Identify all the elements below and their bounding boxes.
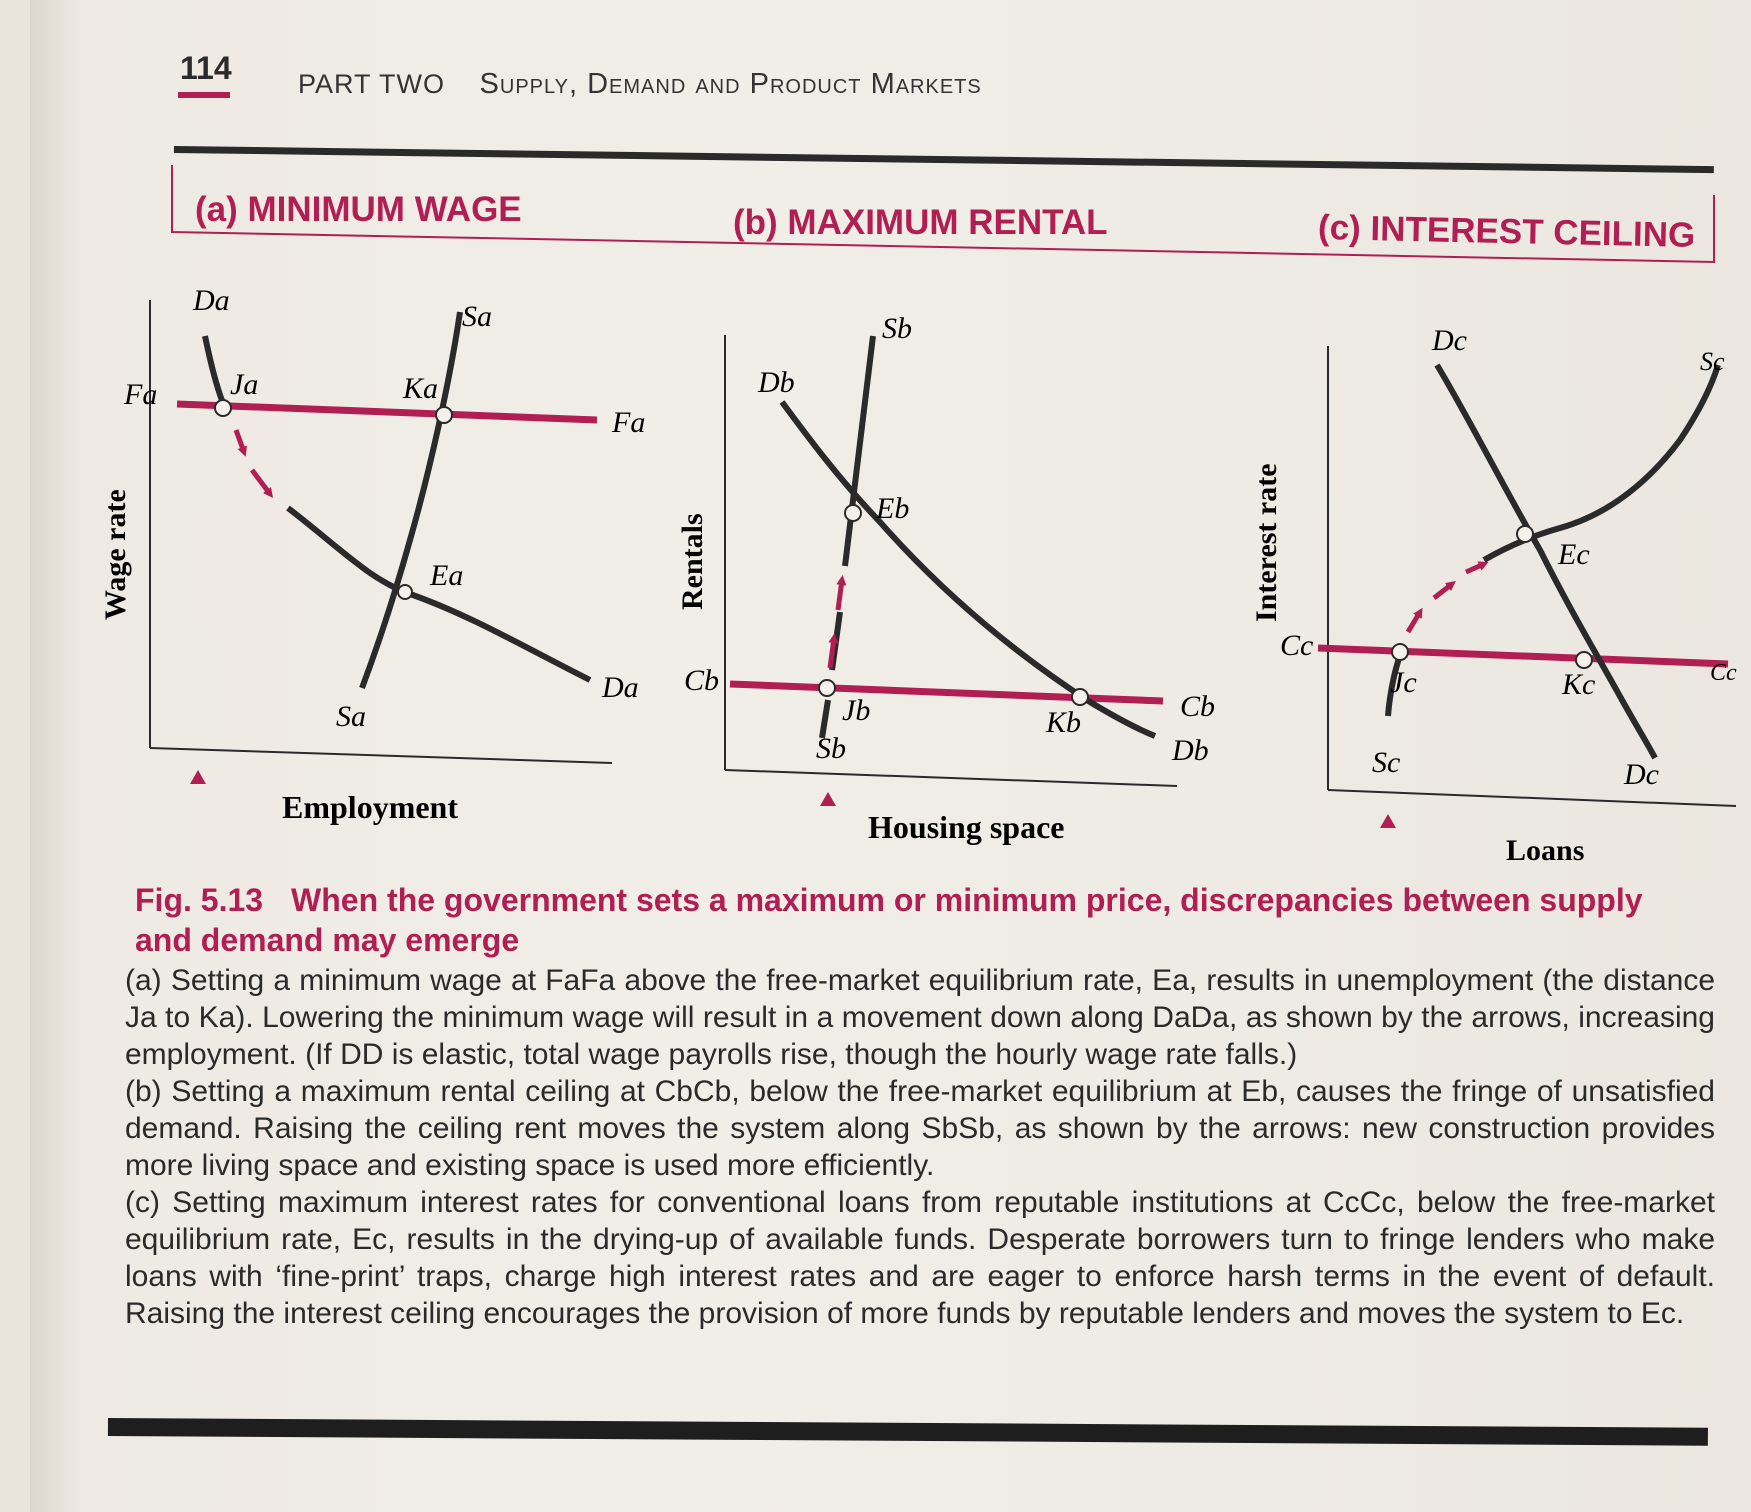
panel-a-arrow-1 [236, 430, 244, 452]
panel-b-point-k [1072, 689, 1088, 705]
panel-a [99, 284, 645, 825]
figure-caption-body [125, 962, 1715, 1332]
panel-c-x-axis [1328, 790, 1736, 806]
panel-c-label-d-top: Dc [1432, 324, 1467, 357]
panel-a-label-d-bottom: Da [602, 671, 639, 704]
panel-c-arrow-2 [1434, 584, 1452, 598]
panel-b-x-axis-label: Housing space [868, 809, 1065, 845]
panel-a-label-d-top: Da [193, 284, 230, 317]
panel-a-min-wage-line [177, 404, 597, 420]
panel-a-x-axis [150, 748, 612, 763]
panel-b-label-d-bottom: Db [1172, 734, 1209, 767]
panel-a-marker-triangle [190, 770, 206, 784]
panel-c-label-c-left: Cc [1280, 629, 1314, 662]
panel-a-label-f-left: Fa [124, 378, 158, 411]
panel-b-label-d-top: Db [758, 366, 795, 399]
panel-b-point-j [819, 680, 835, 696]
panel-c-title: (c) INTEREST CEILING [1317, 208, 1696, 255]
panel-a-point-j [215, 400, 231, 416]
panel-b-label-s-top: Sb [882, 312, 912, 345]
caption-paragraph-b: (b) Setting a maximum rental ceiling at CbCb, below the free-market equilibrium at Eb, causes the fringe of unsatisfied demand. Raising the ceiling rent moves the system along SbSb, as shown by the arrows: new construction provides more living space and existing space is used more efficiently. [125, 1075, 1715, 1182]
panel-b-label-c-right: Cb [1180, 690, 1216, 723]
panel-a-title: (a) MINIMUM WAGE [195, 190, 522, 229]
panel-c-demand-curve [1437, 365, 1655, 758]
panel-c-point-e [1517, 526, 1533, 542]
panel-c-arrow-3 [1466, 564, 1484, 572]
caption-paragraph-c: (c) Setting maximum interest rates for conventional loans from reputable institutions at CcCc, below the free-market equilibrium rate, Ec, results in the drying-up of available funds. Desperate borrowers turn to fringe lenders who make loans with ‘fine-print’ traps, charge high interest rates and are eager to enforce harsh terms in the event of default. Raising the interest ceiling encourages the provision of more funds by reputable lenders and moves the system to Ec. [125, 1186, 1715, 1330]
panel-a-demand-curve-lower [288, 508, 590, 680]
panel-b-point-e [845, 505, 861, 521]
caption-paragraph-a: (a) Setting a minimum wage at FaFa above the free-market equilibrium rate, Ea, results in unemployment (the distance Ja to Ka). Lowering the minimum wage will result in a movement down along DaDa, as shown by the arrows, increasing employment. (If DD is elastic, total wage payrolls rise, though the hourly wage rate falls.) [125, 964, 1715, 1071]
panel-c-label-k: Kc [1562, 668, 1596, 701]
panel-c-label-s-bottom: Sc [1372, 746, 1401, 779]
panel-a-arrow-2 [252, 470, 270, 494]
panel-b-label-s-bottom: Sb [816, 732, 846, 765]
page-number: 114 [180, 50, 232, 86]
running-head-part: PART TWO [298, 69, 446, 99]
panel-b-label-e: Eb [876, 492, 910, 525]
panel-b-arrow-2 [838, 580, 842, 610]
panel-b-x-axis [725, 770, 1177, 786]
panel-b-marker-triangle [820, 792, 836, 806]
panel-c-label-d-bottom: Dc [1624, 758, 1659, 791]
panel-a-label-k: Ka [403, 372, 439, 405]
panel-b-supply-curve-upper [845, 336, 873, 566]
panel-c-point-k [1576, 652, 1592, 668]
figure-caption-title [135, 880, 1675, 960]
panel-b-label-j: Jb [842, 694, 871, 727]
panel-c-point-j [1392, 644, 1408, 660]
panel-c-marker-triangle [1380, 814, 1396, 828]
panel-a-label-e: Ea [430, 559, 464, 592]
panel-b [676, 312, 1215, 845]
panel-a-label-f-right: Fa [612, 406, 646, 439]
panel-c-label-c-right: Cc [1710, 660, 1737, 686]
panel-a-supply-curve [362, 312, 460, 688]
panel-a-label-j: Ja [230, 368, 259, 401]
panel-c-ceiling-line [1318, 648, 1728, 664]
panel-b-label-c-left: Cb [684, 664, 720, 697]
panel-a-point-k [436, 407, 452, 423]
panel-c-label-s-top: Sc [1700, 347, 1725, 376]
figure-number: Fig. 5.13 [135, 882, 264, 918]
running-head-section: Supply, Demand and Product Markets [479, 68, 982, 100]
panel-a-label-s-top: Sa [462, 300, 492, 333]
panel-b-title: (b) MAXIMUM RENTAL [733, 203, 1108, 242]
panel-b-y-axis-label: Rentals [676, 513, 709, 610]
panel-c-label-j: Jc [1390, 666, 1417, 699]
panel-a-label-s-bottom: Sa [336, 700, 366, 733]
panel-b-ceiling-line [730, 684, 1163, 701]
panel-b-label-k: Kb [1046, 706, 1082, 739]
panel-a-point-e [398, 585, 412, 599]
panel-c-x-axis-label: Loans [1506, 834, 1585, 867]
panel-a-y-axis-label: Wage rate [99, 489, 132, 620]
panel-c-y-axis-label: Interest rate [1250, 463, 1283, 622]
panel-a-demand-curve-upper [205, 336, 225, 408]
panel-c-label-e: Ec [1558, 538, 1590, 571]
panel-c-arrow-1 [1408, 612, 1420, 632]
panel-a-x-axis-label: Employment [282, 789, 458, 825]
figure-title-text: When the government sets a maximum or minimum price, discrepancies between supply and demand may emerge [135, 882, 1643, 958]
panel-c [1250, 324, 1737, 867]
